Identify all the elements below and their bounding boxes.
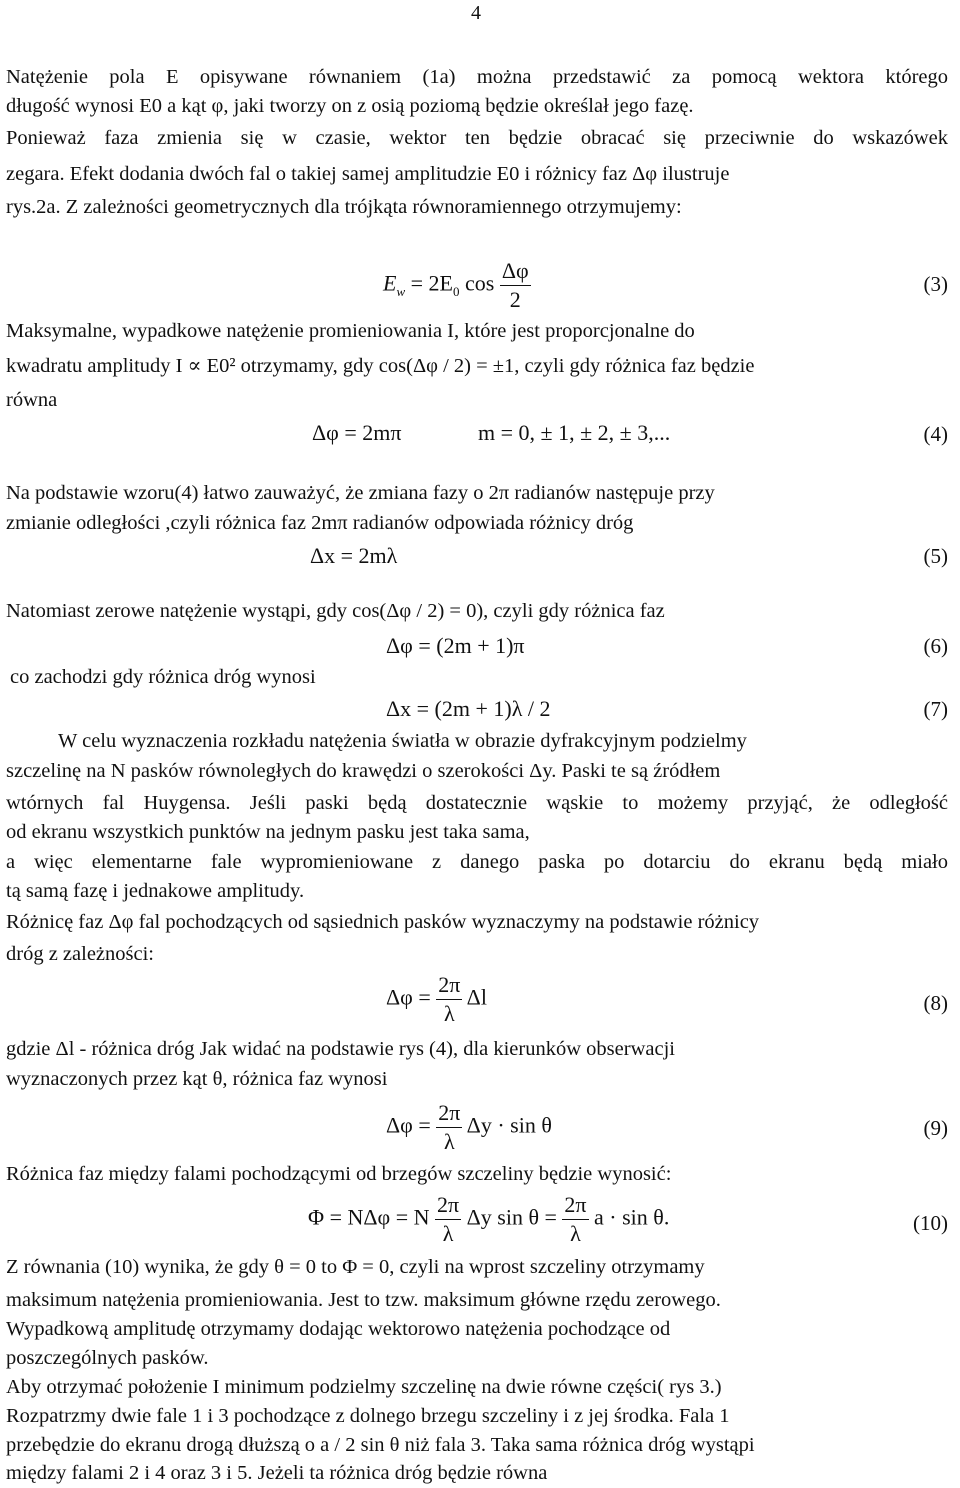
equation-number: (7) — [923, 697, 948, 721]
equation-number: (4) — [923, 422, 948, 446]
fraction: $\frac{2\pi}{\lambda}$ — [438, 972, 461, 1026]
equation-10: Φ = NΔφ = N $\frac{2\pi}{\lambda}$ Δy sin θ = $\frac{2\pi}{\lambda}$ a · sin θ. — [308, 1192, 670, 1246]
paragraph-line: kwadratu amplitudy I ∝ E0² otrzymamy, gdy cos(Δφ / 2) = ±1, czyli gdy różnica faz będzie — [6, 355, 755, 377]
paragraph-line: Natężenie pola E opisywane równaniem (1a) można przedstawić za pomocą wektora którego — [6, 66, 948, 88]
equation-number: (6) — [923, 634, 948, 658]
equation-4: Δφ = 2mπ — [312, 420, 402, 445]
equation-7: Δx = (2m + 1)λ / 2 — [386, 696, 551, 721]
paragraph-line: maksimum natężenia promieniowania. Jest to tzw. maksimum główne rzędu zerowego. — [6, 1289, 721, 1311]
equation-9: Δφ = $\frac{2\pi}{\lambda}$ Δy · sin θ — [386, 1100, 552, 1154]
equation-number: (5) — [923, 544, 948, 568]
equation-8: Δφ = $\frac{2\pi}{\lambda}$ Δl — [386, 972, 487, 1026]
paragraph-line: Ponieważ faza zmienia się w czasie, wektor ten będzie obracać się przeciwnie do wskazówek — [6, 127, 948, 149]
paragraph-line: zmianie odległości ,czyli różnica faz 2mπ radianów odpowiada różnicy dróg — [6, 512, 634, 534]
paragraph-line: a więc elementarne fale wypromieniowane z danego paska po dotarciu do ekranu będą miało — [6, 851, 948, 873]
fraction: $\frac{2\pi}{\lambda}$ — [564, 1192, 587, 1246]
equation-number: (8) — [923, 991, 948, 1015]
fraction: $\frac{2\pi}{\lambda}$ — [437, 1192, 460, 1246]
paragraph-line: Maksymalne, wypadkowe natężenie promieniowania I, które jest proporcjonalne do — [6, 320, 695, 342]
fraction: $\frac{2\pi}{\lambda}$ — [438, 1100, 461, 1154]
paragraph-line: Wypadkową amplitudę otrzymamy dodając wektorowo natężenia pochodzące od — [6, 1318, 671, 1340]
equation-number: (3) — [923, 272, 948, 296]
paragraph-line: wtórnych fal Huygensa. Jeśli paski będą dostatecznie wąskie to możemy przyjąć, że odległość — [6, 792, 948, 814]
equation-number: (9) — [923, 1116, 948, 1140]
equation-number: (10) — [913, 1211, 948, 1235]
paragraph-line: Z równania (10) wynika, że gdy θ = 0 to Φ = 0, czyli na wprost szczeliny otrzymamy — [6, 1256, 705, 1278]
paragraph-line: co zachodzi gdy różnica dróg wynosi — [10, 666, 316, 688]
paragraph-line: szczelinę na N pasków równoległych do krawędzi o szerokości Δy. Paski te są źródłem — [6, 760, 721, 782]
paragraph-line: gdzie Δl - różnica dróg Jak widać na podstawie rys (4), dla kierunków obserwacji — [6, 1038, 675, 1060]
fraction: $\frac{\Delta\varphi}{2}$ — [501, 258, 529, 312]
paragraph-line: Rozpatrzmy dwie fale 1 i 3 pochodzące z dolnego brzegu szczeliny i z jej środka. Fala 1 — [6, 1405, 730, 1427]
paragraph-line: W celu wyznaczenia rozkładu natężenia światła w obrazie dyfrakcyjnym podzielmy — [58, 730, 747, 752]
paragraph-line: Różnicę faz Δφ fal pochodzących od sąsiednich pasków wyznaczymy na podstawie różnicy — [6, 911, 760, 933]
paragraph-line: wyznaczonych przez kąt θ, różnica faz wynosi — [6, 1068, 388, 1090]
equation-6: Δφ = (2m + 1)π — [386, 633, 525, 658]
paragraph-line: długość wynosi E0 a kąt φ, jaki tworzy on z osią poziomą będzie określał jego fazę. — [6, 95, 694, 117]
paragraph-line: dróg z zależności: — [6, 943, 154, 965]
equation-3: $E_w = 2E_0$ cos $\frac{\Delta\varphi}{2}$ — [383, 258, 529, 312]
paragraph-line: Natomiast zerowe natężenie wystąpi, gdy cos(Δφ / 2) = 0), czyli gdy różnica faz — [6, 600, 665, 622]
paragraph-line: Aby otrzymać położenie I minimum podzielmy szczelinę na dwie równe części( rys 3.) — [6, 1376, 722, 1398]
page-number: 4 — [471, 2, 481, 24]
paragraph-line: między falami 2 i 4 oraz 3 i 5. Jeżeli ta różnica dróg będzie równa — [6, 1462, 548, 1484]
paragraph-line: przebędzie do ekranu drogą dłuższą o a / 2 sin θ niż fala 3. Taka sama różnica dróg wystąpi — [6, 1434, 755, 1456]
paragraph-line: poszczególnych pasków. — [6, 1347, 209, 1369]
equation-5: Δx = 2mλ — [310, 543, 398, 568]
paragraph-line: Na podstawie wzoru(4) łatwo zauważyć, że zmiana fazy o 2π radianów następuje przy — [6, 482, 715, 504]
paragraph-line: tą samą fazę i jednakowe amplitudy. — [6, 880, 305, 902]
paragraph-line: zegara. Efekt dodania dwóch fal o takiej samej amplitudzie E0 i różnicy faz Δφ ilustruje — [6, 163, 730, 185]
paragraph-line: Różnica faz między falami pochodzącymi od brzegów szczeliny będzie wynosić: — [6, 1163, 672, 1185]
paragraph-line: od ekranu wszystkich punktów na jednym pasku jest taka sama, — [6, 821, 530, 843]
equation-4-condition: m = 0, ± 1, ± 2, ± 3,... — [478, 420, 671, 445]
paragraph-line: rys.2a. Z zależności geometrycznych dla trójkąta równoramiennego otrzymujemy: — [6, 196, 682, 218]
paragraph-line: równa — [6, 389, 58, 411]
